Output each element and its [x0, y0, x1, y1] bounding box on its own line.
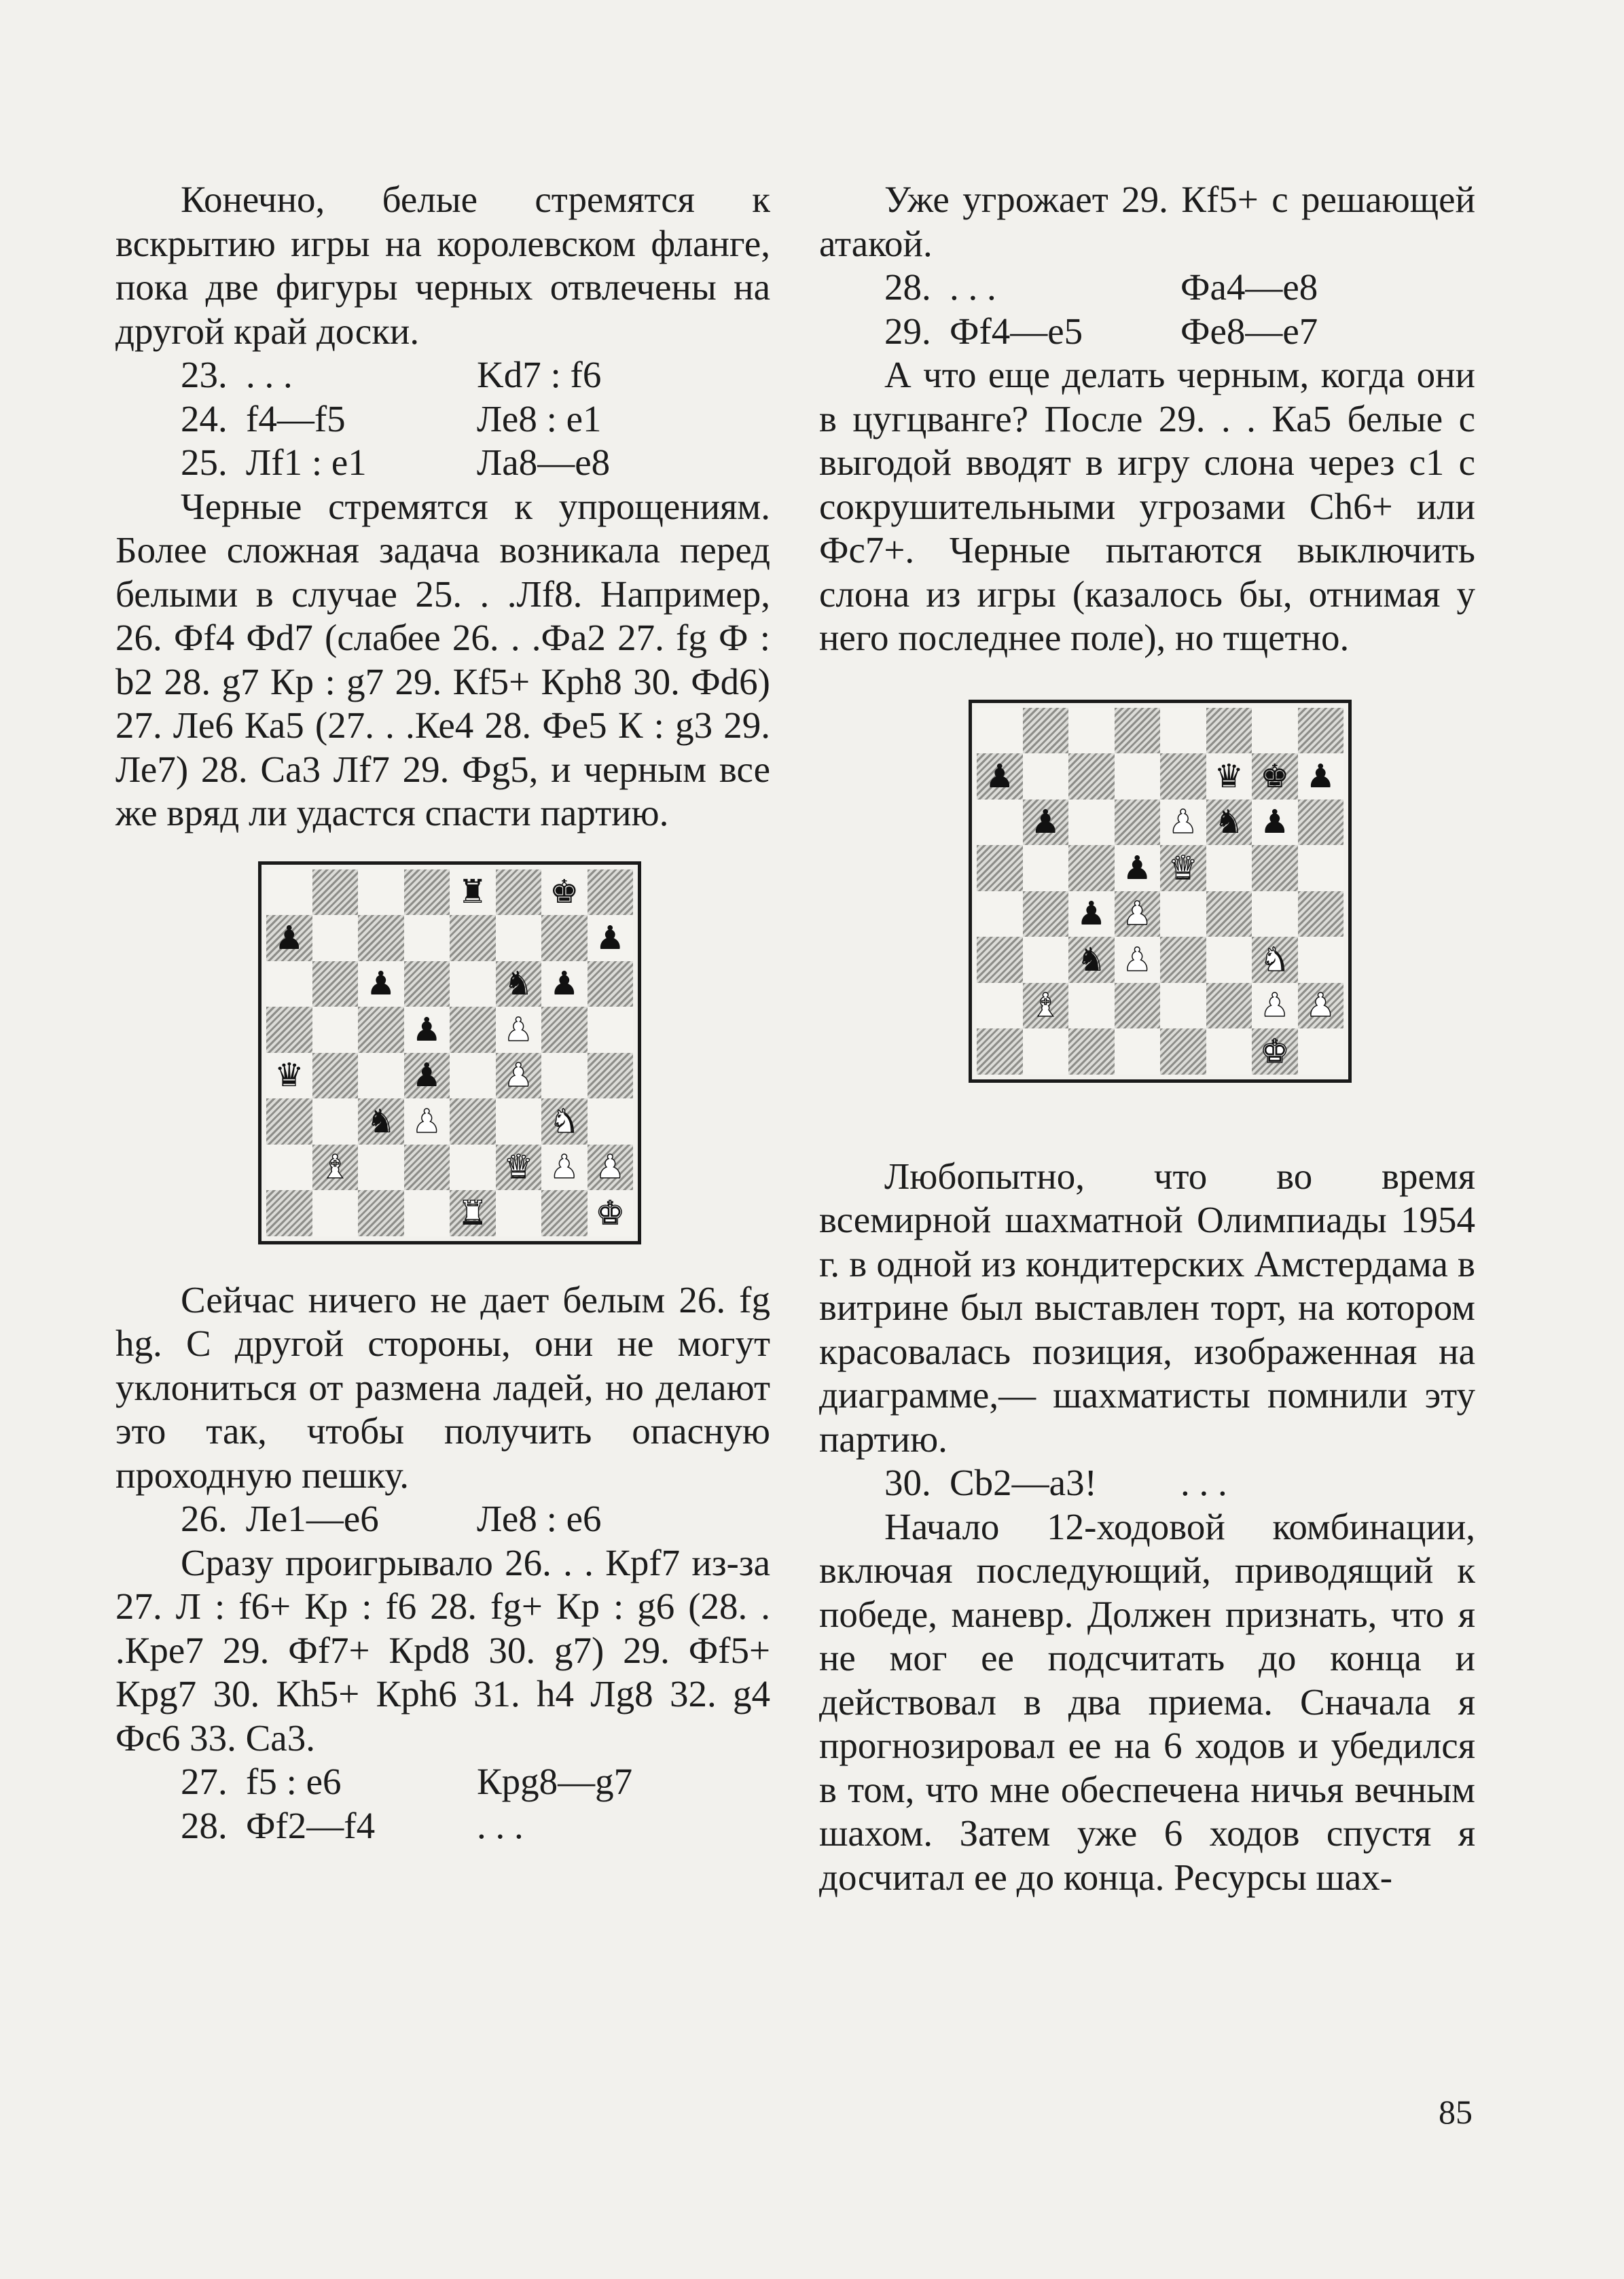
square-d5	[1115, 845, 1161, 891]
square-d7	[404, 915, 450, 961]
square-c7	[1068, 753, 1115, 800]
square-h1	[588, 1190, 634, 1236]
square-f4	[1206, 891, 1252, 937]
white-p-piece-icon: ♟	[549, 1148, 579, 1187]
square-a8	[977, 708, 1023, 754]
square-e6	[450, 961, 496, 1007]
square-h3	[588, 1098, 634, 1145]
move-row	[115, 353, 770, 397]
square-a1	[977, 1028, 1023, 1075]
move-number: 29.	[884, 310, 931, 352]
move-number: 25.	[181, 442, 228, 483]
square-f7	[1206, 753, 1252, 800]
square-a2	[977, 983, 1023, 1029]
white-move: f5 : е6	[246, 1761, 342, 1802]
square-b2	[312, 1145, 359, 1191]
square-c2	[1068, 983, 1115, 1029]
move-number: 30.	[884, 1462, 931, 1503]
square-e6	[1160, 800, 1206, 846]
square-a3	[977, 937, 1023, 983]
square-f3	[1206, 937, 1252, 983]
square-b1	[1023, 1028, 1069, 1075]
square-c8	[358, 869, 404, 916]
black-q-piece-icon: ♛	[1214, 757, 1244, 795]
square-b5	[312, 1007, 359, 1053]
square-g2	[1252, 983, 1298, 1029]
square-h5	[1298, 845, 1344, 891]
move-row	[115, 397, 770, 442]
square-c3	[1068, 937, 1115, 983]
square-c6	[358, 961, 404, 1007]
square-c8	[1068, 708, 1115, 754]
white-move: . . .	[246, 354, 293, 395]
square-c1	[1068, 1028, 1115, 1075]
square-e7	[450, 915, 496, 961]
left-column	[115, 178, 770, 1848]
move-row	[115, 1760, 770, 1804]
square-a1	[266, 1190, 312, 1236]
square-c7	[358, 915, 404, 961]
square-e3	[450, 1098, 496, 1145]
black-n-piece-icon: ♞	[1214, 803, 1244, 842]
black-p-piece-icon: ♟	[366, 965, 396, 1003]
square-g3	[541, 1098, 588, 1145]
black-move: Крg8—g7	[477, 1761, 633, 1802]
square-d6	[404, 961, 450, 1007]
white-p-piece-icon: ♟	[1168, 803, 1198, 842]
square-c5	[358, 1007, 404, 1053]
square-e1	[1160, 1028, 1206, 1075]
square-d6	[1115, 800, 1161, 846]
square-c2	[358, 1145, 404, 1191]
white-move: . . .	[950, 266, 996, 308]
black-p-piece-icon: ♟	[1122, 848, 1152, 887]
square-b5	[1023, 845, 1069, 891]
square-b7	[312, 915, 359, 961]
white-p-piece-icon: ♟	[1260, 986, 1290, 1025]
move-number: 23.	[181, 354, 228, 395]
square-d4	[1115, 891, 1161, 937]
square-f5	[496, 1007, 542, 1053]
paragraph: Сразу проигрывало 26. . . Крf7 из-за 27. Л : f6+ Кр : f6 28. fg+ Кр : g6 (28. . .Кре7 29. Фf7+ Крd8 30. g7) 29. Фf5+ Крg7 30. Кh5+ Крh6 31. h4 Лg8 32. g4 Фс6 33. Са3.	[115, 1541, 770, 1759]
move-number: 28.	[181, 1804, 228, 1846]
square-g6	[1252, 800, 1298, 846]
chess-diagram	[969, 700, 1352, 1083]
square-h8	[588, 869, 634, 916]
white-b-piece-icon: ♝	[320, 1148, 350, 1187]
square-a4	[266, 1053, 312, 1099]
black-move: Ла8—е8	[477, 442, 611, 483]
white-move: Фf2—f4	[246, 1804, 376, 1846]
square-f3	[496, 1098, 542, 1145]
black-move: Фа4—е8	[1180, 266, 1318, 308]
square-h1	[1298, 1028, 1344, 1075]
square-g7	[1252, 753, 1298, 800]
black-p-piece-icon: ♟	[985, 757, 1015, 795]
black-q-piece-icon: ♛	[274, 1056, 304, 1095]
square-c6	[1068, 800, 1115, 846]
square-h4	[1298, 891, 1344, 937]
paragraph: Начало 12-ходовой комбинации, включая последующий, приводящий к победе, маневр. Должен признать, что я не мог ее подсчитать до конца и действовал в два приема. Сначала я прогнозировал ее на 6 ходов и убедился в том, что мне обеспечена ничья вечным шахом. Затем уже 6 ходов спустя я досчитал ее до конца. Ресурсы шах-	[819, 1505, 1475, 1898]
square-f1	[496, 1190, 542, 1236]
square-d3	[1115, 937, 1161, 983]
square-d3	[404, 1098, 450, 1145]
black-r-piece-icon: ♜	[458, 873, 488, 912]
black-move: . . .	[1180, 1462, 1227, 1503]
square-d4	[404, 1053, 450, 1099]
move-row	[819, 266, 1475, 310]
square-h7	[1298, 753, 1344, 800]
square-h2	[588, 1145, 634, 1191]
white-r-piece-icon: ♜	[458, 1194, 488, 1232]
square-b4	[312, 1053, 359, 1099]
square-c4	[358, 1053, 404, 1099]
black-move: Фе8—е7	[1180, 310, 1318, 352]
square-d8	[1115, 708, 1161, 754]
right-column	[819, 178, 1475, 1899]
move-number: 28.	[884, 266, 931, 308]
black-p-piece-icon: ♟	[412, 1056, 441, 1095]
black-move: Ле8 : e1	[477, 397, 602, 439]
square-f7	[496, 915, 542, 961]
square-e4	[450, 1053, 496, 1099]
square-g4	[1252, 891, 1298, 937]
move-row	[115, 441, 770, 485]
square-e5	[450, 1007, 496, 1053]
black-p-piece-icon: ♟	[412, 1010, 441, 1049]
black-p-piece-icon: ♟	[1077, 895, 1106, 933]
white-p-piece-icon: ♟	[412, 1102, 441, 1141]
square-d2	[404, 1145, 450, 1191]
paragraph: Конечно, белые стремятся к вскрытию игры на королевском фланге, пока две фигуры черных отвлечены на другой край доски.	[115, 179, 770, 352]
move-row	[819, 310, 1475, 354]
square-a7	[266, 915, 312, 961]
black-p-piece-icon: ♟	[549, 965, 579, 1003]
black-k-piece-icon: ♚	[1260, 757, 1290, 795]
square-e5	[1160, 845, 1206, 891]
square-h2	[1298, 983, 1344, 1029]
square-c3	[358, 1098, 404, 1145]
white-k-piece-icon: ♚	[1260, 1032, 1290, 1071]
black-n-piece-icon: ♞	[1077, 940, 1106, 979]
square-b3	[1023, 937, 1069, 983]
square-g1	[541, 1190, 588, 1236]
square-f4	[496, 1053, 542, 1099]
white-p-piece-icon: ♟	[1305, 986, 1335, 1025]
square-g1	[1252, 1028, 1298, 1075]
square-e8	[1160, 708, 1206, 754]
square-e4	[1160, 891, 1206, 937]
square-e8	[450, 869, 496, 916]
move-number: 27.	[181, 1761, 228, 1802]
square-b8	[312, 869, 359, 916]
square-g8	[1252, 708, 1298, 754]
black-p-piece-icon: ♟	[595, 918, 625, 957]
square-f2	[1206, 983, 1252, 1029]
white-p-piece-icon: ♟	[503, 1010, 533, 1049]
square-e2	[1160, 983, 1206, 1029]
square-f8	[1206, 708, 1252, 754]
white-move: Ле1—е6	[246, 1498, 379, 1539]
white-p-piece-icon: ♟	[595, 1148, 625, 1187]
white-n-piece-icon: ♞	[1260, 940, 1290, 979]
square-e1	[450, 1190, 496, 1236]
paragraph: А что еще делать черным, когда они в цугцванге? После 29. . . Ка5 белые с выгодой вводят в игру слона через с1 с сокрушительными угрозами Сh6+ или Фс7+. Черные пытаются выключить слона из игры (казалось бы, отнимая у него последнее поле), но тщетно.	[819, 354, 1475, 658]
square-b7	[1023, 753, 1069, 800]
white-b-piece-icon: ♝	[1030, 986, 1060, 1025]
move-list	[115, 1497, 770, 1541]
page-number: 85	[1439, 2093, 1473, 2131]
black-move: . . .	[477, 1804, 524, 1846]
black-p-piece-icon: ♟	[1260, 803, 1290, 842]
move-row	[115, 1804, 770, 1848]
square-e7	[1160, 753, 1206, 800]
black-p-piece-icon: ♟	[1030, 803, 1060, 842]
black-move: Ле8 : е6	[477, 1498, 602, 1539]
square-a2	[266, 1145, 312, 1191]
square-g2	[541, 1145, 588, 1191]
square-a6	[977, 800, 1023, 846]
square-a3	[266, 1098, 312, 1145]
white-k-piece-icon: ♚	[595, 1194, 625, 1232]
square-a8	[266, 869, 312, 916]
white-p-piece-icon: ♟	[1122, 940, 1152, 979]
square-a5	[977, 845, 1023, 891]
move-number: 24.	[181, 397, 228, 439]
square-d5	[404, 1007, 450, 1053]
square-g4	[541, 1053, 588, 1099]
move-list	[819, 266, 1475, 353]
square-b3	[312, 1098, 359, 1145]
chess-diagram	[258, 861, 641, 1244]
square-a7	[977, 753, 1023, 800]
white-move: Сb2—а3!	[950, 1462, 1097, 1503]
white-q-piece-icon: ♛	[1168, 848, 1198, 887]
square-a4	[977, 891, 1023, 937]
paragraph: Черные стремятся к упрощениям. Более сложная задача возникала перед белыми в случае 25. . .Лf8. Например, 26. Фf4 Фd7 (слабее 26. . .Фа2 27. fg Ф : b2 28. g7 Кр : g7 29. Кf5+ Крh8 30. Фd6) 27. Ле6 Ка5 (27. . .Ке4 28. Фе5 К : g3 29. Ле7) 28. Са3 Лf7 29. Фg5, и черным все же вряд ли удастся спасти партию.	[115, 485, 770, 833]
white-move: Лf1 : e1	[246, 442, 367, 483]
square-b6	[1023, 800, 1069, 846]
square-d2	[1115, 983, 1161, 1029]
square-b4	[1023, 891, 1069, 937]
square-c4	[1068, 891, 1115, 937]
square-g3	[1252, 937, 1298, 983]
black-n-piece-icon: ♞	[503, 965, 533, 1003]
move-list	[115, 353, 770, 485]
square-h4	[588, 1053, 634, 1099]
square-f6	[496, 961, 542, 1007]
paragraph: Любопытно, что во время всемирной шахматной Олимпиады 1954 г. в одной из кондитерских Амстердама в витрине был выставлен торт, на котором красовалась позиция, изображенная на диаграмме,— шахматисты помнили эту партию.	[819, 1155, 1475, 1460]
square-b8	[1023, 708, 1069, 754]
white-p-piece-icon: ♟	[1122, 895, 1152, 933]
square-d1	[1115, 1028, 1161, 1075]
black-p-piece-icon: ♟	[1305, 757, 1335, 795]
move-number: 26.	[181, 1498, 228, 1539]
square-d7	[1115, 753, 1161, 800]
black-n-piece-icon: ♞	[366, 1102, 396, 1141]
square-h6	[588, 961, 634, 1007]
square-h5	[588, 1007, 634, 1053]
move-list	[115, 1760, 770, 1848]
white-n-piece-icon: ♞	[549, 1102, 579, 1141]
square-d1	[404, 1190, 450, 1236]
white-p-piece-icon: ♟	[503, 1056, 533, 1095]
move-row	[115, 1497, 770, 1541]
square-g5	[541, 1007, 588, 1053]
square-h6	[1298, 800, 1344, 846]
square-h7	[588, 915, 634, 961]
square-d8	[404, 869, 450, 916]
square-b1	[312, 1190, 359, 1236]
white-q-piece-icon: ♛	[503, 1148, 533, 1187]
white-move: Фf4—е5	[950, 310, 1083, 352]
square-c5	[1068, 845, 1115, 891]
black-p-piece-icon: ♟	[274, 918, 304, 957]
square-f2	[496, 1145, 542, 1191]
paragraph: Сейчас ничего не дает белым 26. fg hg. С другой стороны, они не могут уклониться от размена ладей, но делают это так, чтобы получить опасную проходную пешку.	[115, 1278, 770, 1496]
square-b2	[1023, 983, 1069, 1029]
square-e2	[450, 1145, 496, 1191]
square-f1	[1206, 1028, 1252, 1075]
square-b6	[312, 961, 359, 1007]
square-g5	[1252, 845, 1298, 891]
white-move: f4—f5	[246, 397, 346, 439]
square-g8	[541, 869, 588, 916]
square-h3	[1298, 937, 1344, 983]
black-k-piece-icon: ♚	[549, 873, 579, 912]
square-f6	[1206, 800, 1252, 846]
square-f8	[496, 869, 542, 916]
square-h8	[1298, 708, 1344, 754]
square-g6	[541, 961, 588, 1007]
square-a5	[266, 1007, 312, 1053]
move-row	[819, 1461, 1475, 1505]
paragraph: Уже угрожает 29. Кf5+ с решающей атакой.	[819, 179, 1475, 264]
square-f5	[1206, 845, 1252, 891]
black-move: Kd7 : f6	[477, 354, 602, 395]
square-e3	[1160, 937, 1206, 983]
square-c1	[358, 1190, 404, 1236]
square-g7	[541, 915, 588, 961]
square-a6	[266, 961, 312, 1007]
move-list	[819, 1461, 1475, 1505]
